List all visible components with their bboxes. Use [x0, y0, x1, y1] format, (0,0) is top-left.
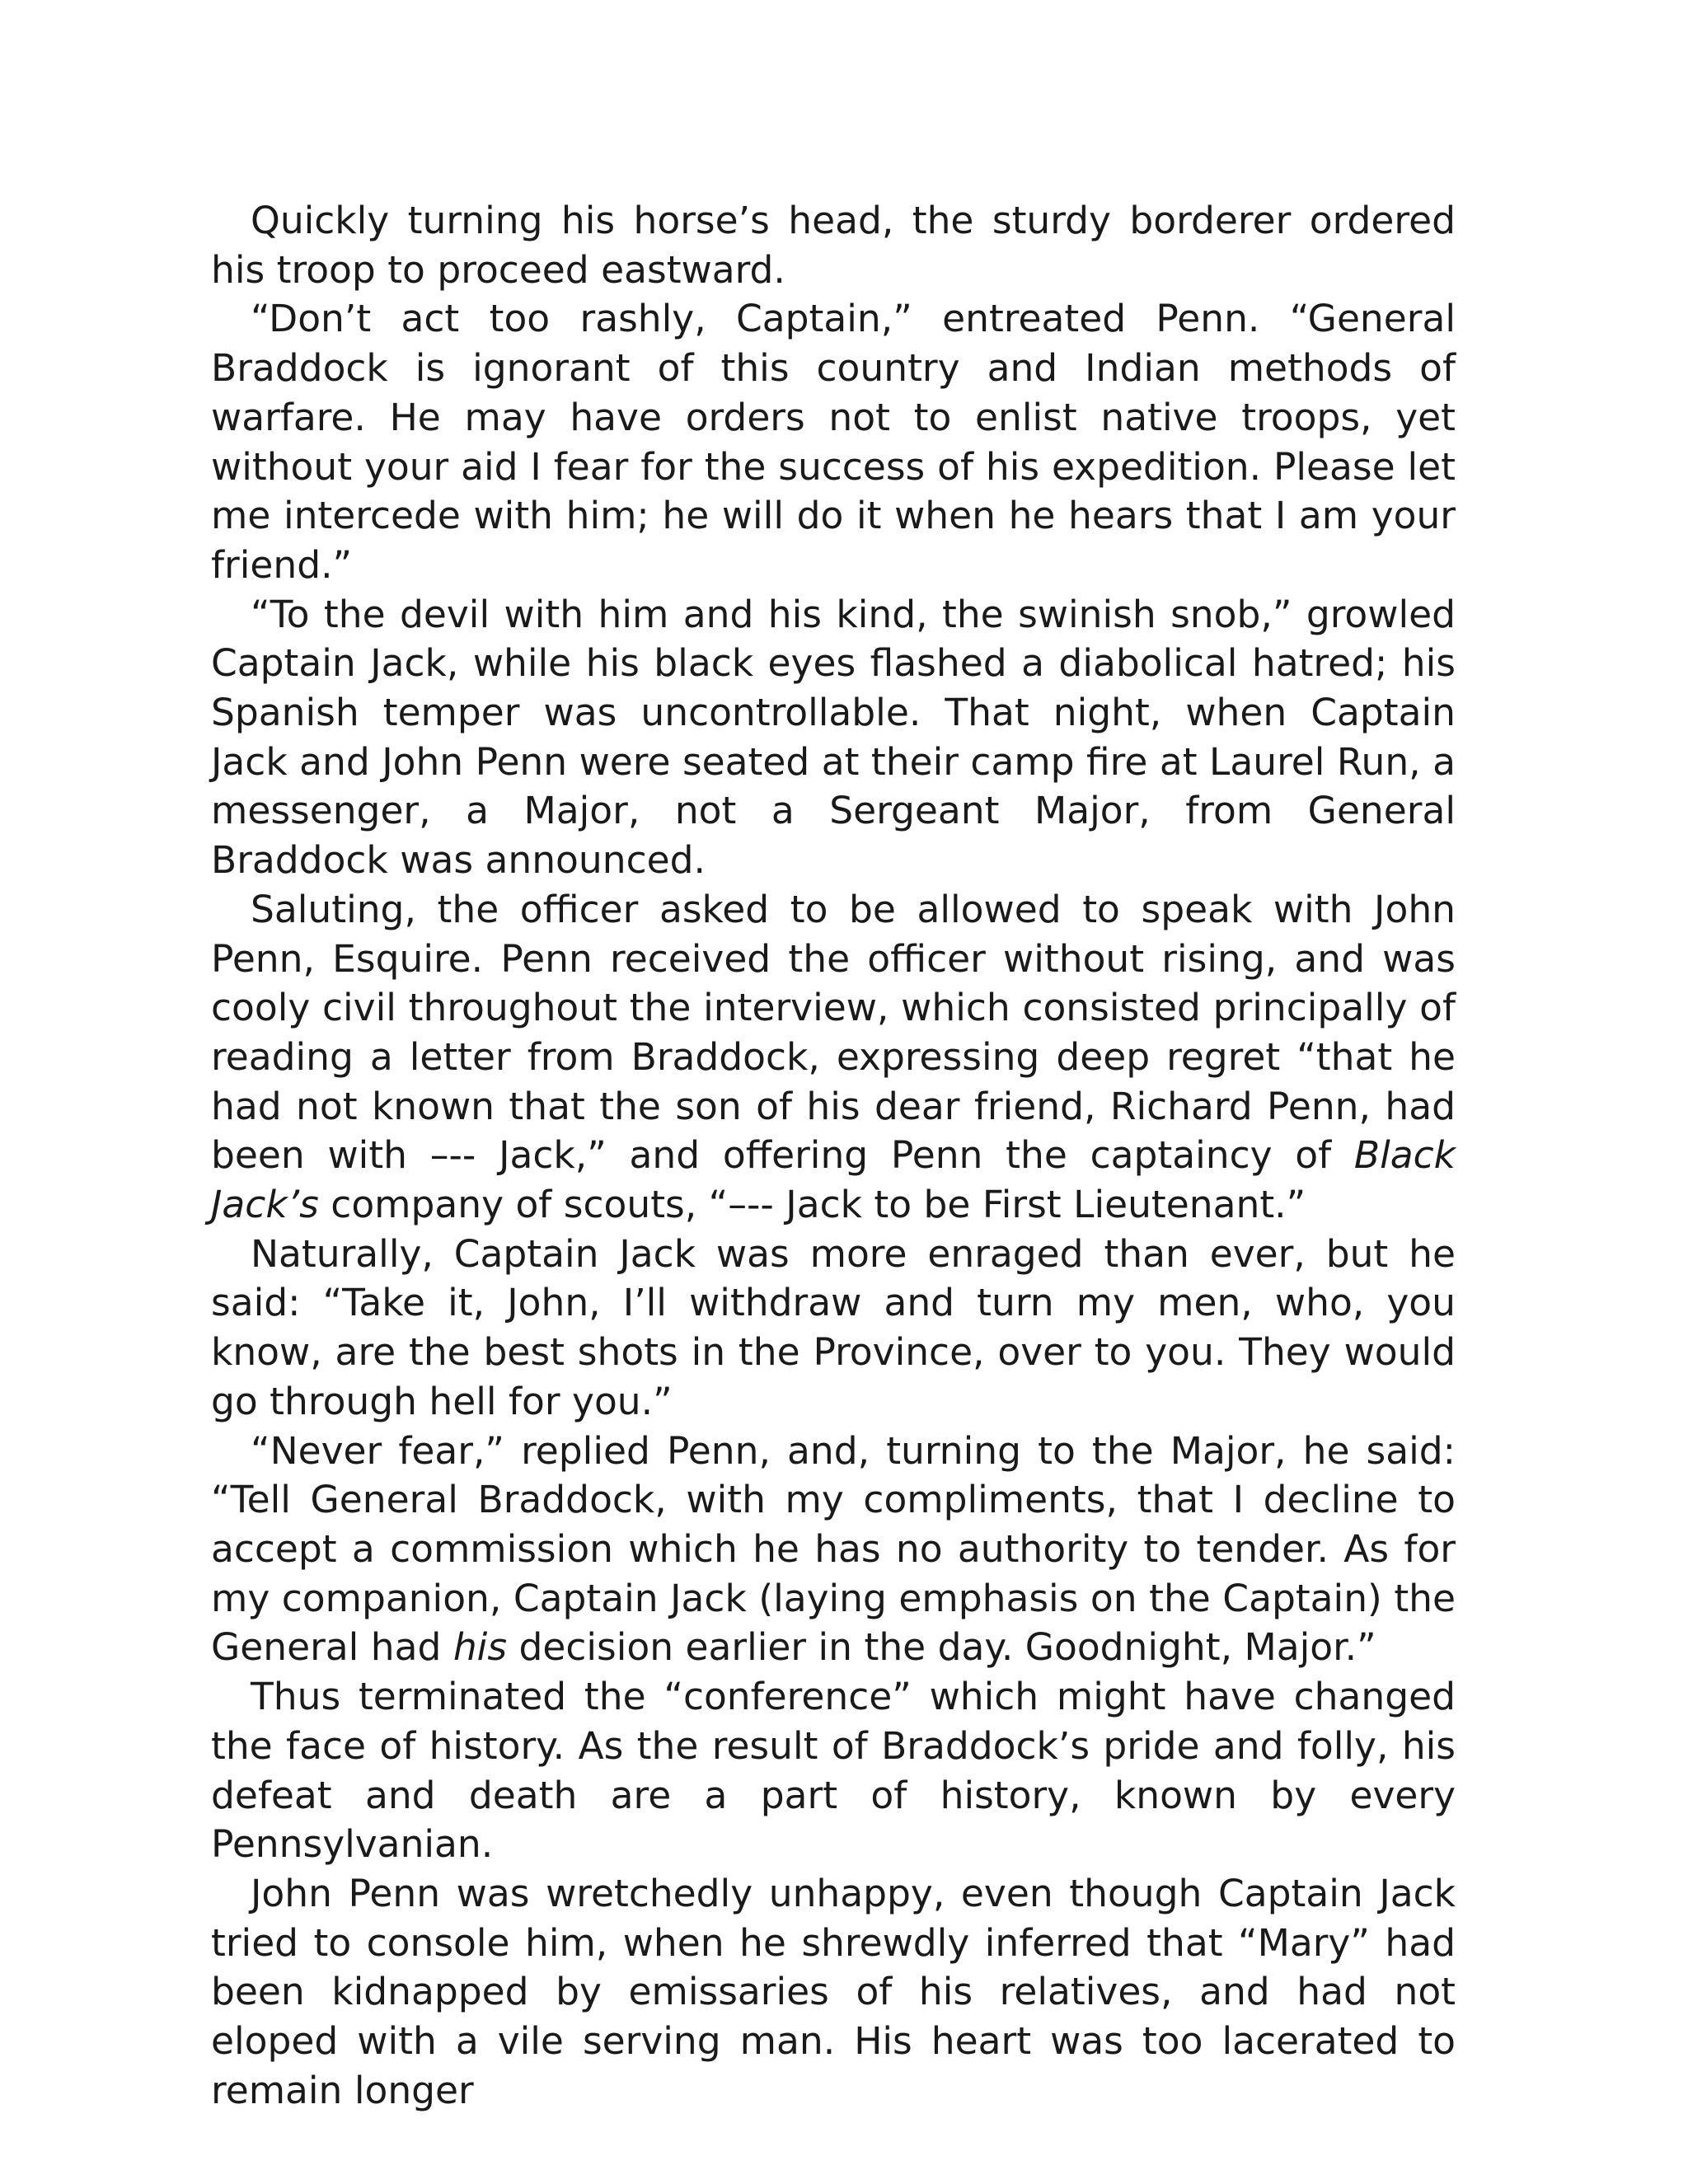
italic-emphasis: Black Jack’s	[211, 1133, 1456, 1227]
paragraph: Thus terminated the “conference” which might have changed the face of history. As the result of Braddock’s pride and folly, his defeat and death are a part of history, known by every Pennsylvanian.	[211, 1675, 1456, 1867]
body-text	[211, 196, 1456, 2115]
paragraph: “To the devil with him and his kind, the swinish snob,” growled Captain Jack, while his black eyes flashed a diabolical hatred; his Spanish temper was uncontrollable. That night, when Captain Jack and John Penn were seated at their camp fire at Laurel Run, a messenger, a Major, not a Sergeant Major, from General Braddock was announced.	[211, 592, 1456, 883]
paragraph: Saluting, the officer asked to be allowed to speak with John Penn, Esquire. Penn received the officer without rising, and was cooly civil throughout the interview, which consisted principally of reading a letter from Braddock, expressing deep regret “that he had not known that the son of his dear friend, Richard Penn, had been with –-- Jack,” and offering Penn the captaincy of Black Jack’s company of scouts, “–-- Jack to be First Lieutenant.”	[211, 887, 1456, 1227]
paragraph: John Penn was wretchedly unhappy, even though Captain Jack tried to console him, when he shrewdly inferred that “Mary” had been kidnapped by emissaries of his relatives, and had not eloped with a vile serving man. His heart was too lacerated to remain longer	[211, 1871, 1456, 2112]
paragraph: Quickly turning his horse’s head, the sturdy borderer ordered his troop to proceed eastward.	[211, 199, 1456, 292]
paragraph: “Don’t act too rashly, Captain,” entreated Penn. “General Braddock is ignorant of this country and Indian methods of warfare. He may have orders not to enlist native troops, yet without your aid I fear for the success of his expedition. Please let me intercede with him; he will do it when he hears that I am your friend.”	[211, 297, 1456, 587]
italic-emphasis: his	[452, 1625, 508, 1670]
paragraph: “Never fear,” replied Penn, and, turning to the Major, he said: “Tell General Braddock, with my compliments, that I decline to accept a commission which he has no authority to tender. As for my companion, Captain Jack (laying emphasis on the Captain) the General had his decision earlier in the day. Goodnight, Major.”	[211, 1428, 1456, 1670]
paragraph: Naturally, Captain Jack was more enraged than ever, but he said: “Take it, John, I’ll withdraw and turn my men, who, you know, are the best shots in the Province, over to you. They would go through hell for you.”	[211, 1231, 1456, 1423]
